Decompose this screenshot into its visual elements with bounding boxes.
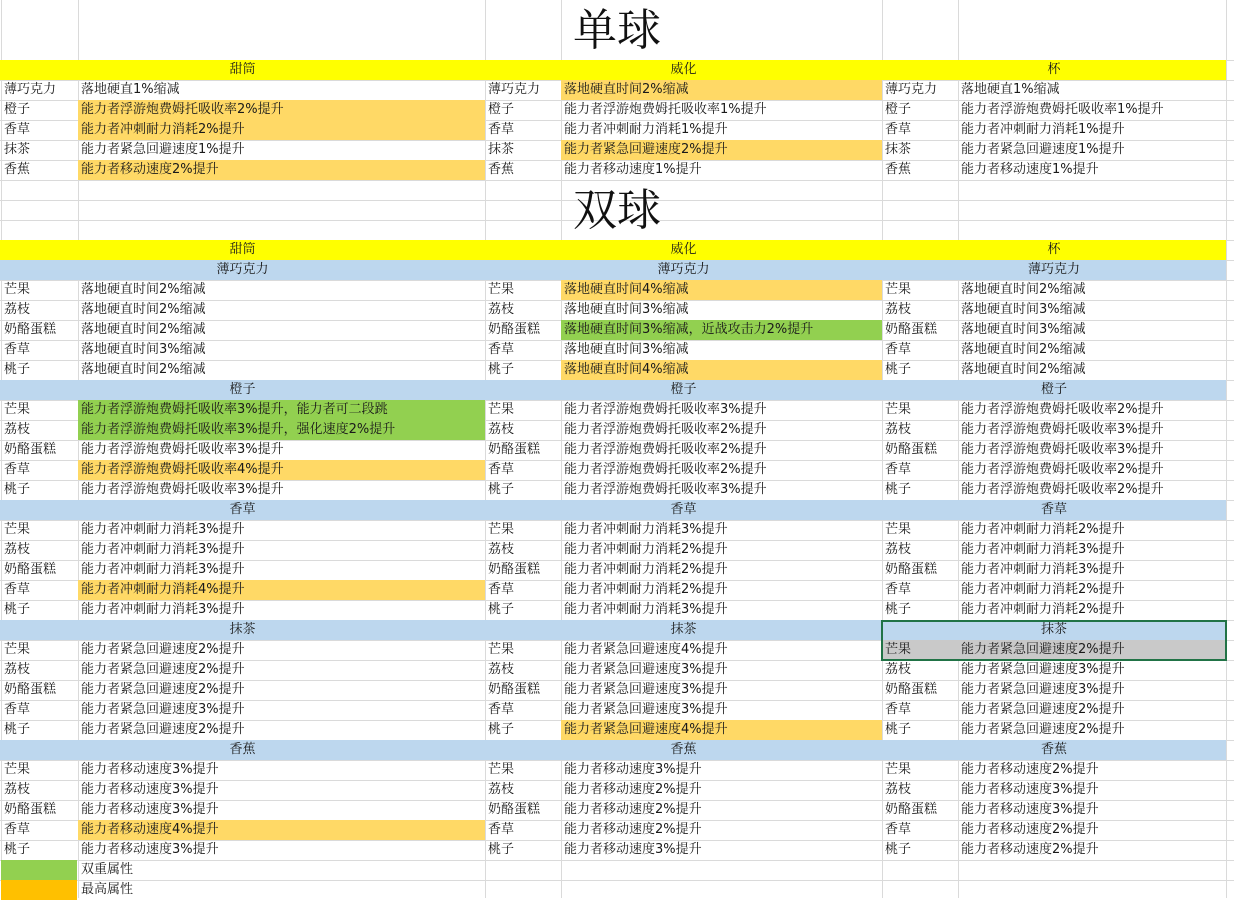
effect-cell[interactable]: 落地硬直时间3%缩减 — [961, 302, 1086, 317]
flavor-cell[interactable]: 芒果 — [488, 642, 515, 657]
effect-cell[interactable]: 能力者冲刺耐力消耗2%提升 — [961, 522, 1125, 537]
effect-cell[interactable]: 能力者浮游炮费姆托吸收率3%提升 — [564, 402, 767, 417]
effect-cell[interactable]: 能力者移动速度3%提升 — [81, 842, 219, 857]
effect-cell[interactable]: 能力者冲刺耐力消耗2%提升 — [564, 562, 728, 577]
flavor-cell[interactable]: 抹茶 — [488, 142, 515, 157]
effect-cell[interactable]: 能力者紧急回避速度1%提升 — [81, 142, 245, 157]
flavor-subheader-2[interactable]: 抹茶 — [1040, 622, 1067, 637]
flavor-cell[interactable]: 芒果 — [4, 282, 31, 297]
flavor-cell[interactable]: 桃子 — [885, 362, 912, 377]
flavor-cell[interactable]: 桃子 — [488, 482, 515, 497]
legend-swatch — [1, 880, 77, 900]
effect-cell[interactable]: 能力者紧急回避速度2%提升 — [81, 662, 245, 677]
flavor-cell[interactable]: 桃子 — [885, 842, 912, 857]
effect-cell[interactable]: 能力者浮游炮费姆托吸收率2%提升 — [564, 462, 767, 477]
cone-header-1[interactable]: 威化 — [670, 62, 697, 77]
flavor-subheader-1[interactable]: 香蕉 — [670, 742, 697, 757]
effect-cell[interactable]: 能力者冲刺耐力消耗3%提升 — [961, 562, 1125, 577]
flavor-cell[interactable]: 荔枝 — [885, 302, 912, 317]
flavor-cell[interactable]: 桃子 — [4, 842, 31, 857]
effect-cell[interactable]: 能力者冲刺耐力消耗2%提升 — [961, 582, 1125, 597]
effect-cell[interactable]: 能力者浮游炮费姆托吸收率3%提升 — [564, 482, 767, 497]
effect-cell[interactable]: 能力者浮游炮费姆托吸收率3%提升 — [81, 442, 284, 457]
effect-cell[interactable]: 能力者移动速度3%提升 — [81, 762, 219, 777]
effect-cell[interactable]: 落地硬直时间2%缩减 — [81, 322, 206, 337]
flavor-subheader-2[interactable]: 香蕉 — [1040, 742, 1067, 757]
flavor-cell[interactable]: 香草 — [4, 122, 31, 137]
flavor-subheader-2[interactable]: 橙子 — [1040, 382, 1067, 397]
flavor-cell[interactable]: 香草 — [885, 122, 912, 137]
flavor-cell[interactable]: 芒果 — [4, 402, 31, 417]
flavor-cell[interactable]: 荔枝 — [4, 422, 31, 437]
flavor-cell[interactable]: 芒果 — [488, 282, 515, 297]
cone-header-0[interactable]: 甜筒 — [229, 62, 256, 77]
effect-cell[interactable]: 能力者紧急回避速度2%提升 — [81, 722, 245, 737]
effect-cell[interactable]: 能力者浮游炮费姆托吸收率1%提升 — [564, 102, 767, 117]
flavor-cell[interactable]: 奶酪蛋糕 — [885, 562, 938, 577]
flavor-cell[interactable]: 香草 — [488, 582, 515, 597]
effect-cell[interactable]: 能力者移动速度3%提升 — [564, 842, 702, 857]
effect-cell[interactable]: 落地硬直时间3%缩减 — [564, 302, 689, 317]
flavor-cell[interactable]: 抹茶 — [4, 142, 31, 157]
section-title-double: 双球 — [573, 185, 661, 236]
effect-cell[interactable]: 落地硬直时间3%缩减 — [961, 322, 1086, 337]
flavor-cell[interactable]: 香草 — [488, 822, 515, 837]
effect-cell[interactable]: 落地硬直时间2%缩减 — [961, 282, 1086, 297]
flavor-cell[interactable]: 荔枝 — [488, 542, 515, 557]
flavor-cell[interactable]: 芒果 — [488, 522, 515, 537]
effect-cell[interactable]: 能力者浮游炮费姆托吸收率3%提升 — [961, 422, 1164, 437]
effect-cell[interactable]: 落地硬直时间2%缩减 — [81, 282, 206, 297]
flavor-cell[interactable]: 芒果 — [885, 402, 912, 417]
flavor-cell[interactable]: 香草 — [4, 822, 31, 837]
effect-cell[interactable]: 能力者冲刺耐力消耗3%提升 — [564, 602, 728, 617]
flavor-subheader-0[interactable]: 橙子 — [229, 382, 256, 397]
flavor-cell[interactable]: 桃子 — [488, 842, 515, 857]
flavor-cell[interactable]: 香草 — [488, 342, 515, 357]
effect-cell[interactable]: 能力者冲刺耐力消耗3%提升 — [81, 522, 245, 537]
flavor-cell[interactable]: 香蕉 — [885, 162, 912, 177]
flavor-cell[interactable]: 荔枝 — [4, 302, 31, 317]
effect-cell[interactable]: 能力者紧急回避速度2%提升 — [958, 640, 1226, 660]
flavor-cell[interactable]: 香草 — [885, 582, 912, 597]
effect-cell[interactable]: 能力者浮游炮费姆托吸收率3%提升，能力者可二段跳 — [78, 400, 485, 420]
flavor-cell[interactable]: 荔枝 — [488, 782, 515, 797]
cone-header-1[interactable]: 威化 — [670, 242, 697, 257]
flavor-cell[interactable]: 芒果 — [885, 522, 912, 537]
effect-cell[interactable]: 能力者移动速度3%提升 — [961, 802, 1099, 817]
effect-cell[interactable]: 能力者紧急回避速度2%提升 — [81, 682, 245, 697]
flavor-cell[interactable]: 薄巧克力 — [488, 82, 541, 97]
flavor-cell[interactable]: 奶酪蛋糕 — [885, 322, 938, 337]
effect-cell[interactable]: 能力者紧急回避速度3%提升 — [961, 662, 1125, 677]
flavor-cell[interactable]: 桃子 — [4, 362, 31, 377]
effect-cell[interactable]: 能力者浮游炮费姆托吸收率2%提升 — [961, 482, 1164, 497]
effect-cell[interactable]: 能力者移动速度2%提升 — [961, 842, 1099, 857]
cone-header-2[interactable]: 杯 — [1047, 62, 1061, 77]
flavor-subheader-0[interactable]: 薄巧克力 — [216, 262, 269, 277]
flavor-cell[interactable]: 荔枝 — [885, 662, 912, 677]
legend-label[interactable]: 最高属性 — [81, 882, 134, 897]
flavor-cell[interactable]: 荔枝 — [488, 422, 515, 437]
flavor-cell[interactable]: 桃子 — [488, 722, 515, 737]
flavor-cell[interactable]: 荔枝 — [488, 302, 515, 317]
effect-cell[interactable]: 落地硬直时间3%缩减 — [564, 342, 689, 357]
flavor-cell[interactable]: 芒果 — [885, 762, 912, 777]
effect-cell[interactable]: 能力者移动速度2%提升 — [961, 822, 1099, 837]
effect-cell[interactable]: 能力者紧急回避速度2%提升 — [561, 140, 882, 160]
effect-cell[interactable]: 能力者冲刺耐力消耗1%提升 — [961, 122, 1125, 137]
flavor-cell[interactable]: 桃子 — [488, 602, 515, 617]
flavor-cell[interactable]: 薄巧克力 — [885, 82, 938, 97]
effect-cell[interactable]: 能力者紧急回避速度3%提升 — [564, 662, 728, 677]
flavor-cell[interactable]: 香草 — [885, 702, 912, 717]
flavor-cell[interactable]: 桃子 — [4, 602, 31, 617]
flavor-subheader-0[interactable]: 香蕉 — [229, 742, 256, 757]
effect-cell[interactable]: 能力者冲刺耐力消耗3%提升 — [81, 602, 245, 617]
flavor-cell[interactable]: 奶酪蛋糕 — [488, 802, 541, 817]
effect-cell[interactable]: 能力者紧急回避速度3%提升 — [564, 702, 728, 717]
flavor-cell[interactable]: 奶酪蛋糕 — [488, 562, 541, 577]
flavor-cell[interactable]: 芒果 — [488, 402, 515, 417]
flavor-cell[interactable]: 香草 — [885, 822, 912, 837]
effect-cell[interactable]: 能力者浮游炮费姆托吸收率2%提升 — [961, 402, 1164, 417]
effect-cell[interactable]: 能力者冲刺耐力消耗3%提升 — [81, 562, 245, 577]
flavor-cell[interactable]: 奶酪蛋糕 — [4, 442, 57, 457]
effect-cell[interactable]: 能力者浮游炮费姆托吸收率2%提升 — [78, 100, 485, 120]
flavor-cell[interactable]: 香草 — [4, 702, 31, 717]
flavor-cell[interactable]: 薄巧克力 — [4, 82, 57, 97]
effect-cell[interactable]: 能力者浮游炮费姆托吸收率3%提升，强化速度2%提升 — [78, 420, 485, 440]
effect-cell[interactable]: 能力者移动速度3%提升 — [81, 782, 219, 797]
effect-cell[interactable]: 落地硬直时间2%缩减 — [81, 302, 206, 317]
flavor-cell[interactable]: 香草 — [885, 342, 912, 357]
section-title-single: 单球 — [573, 5, 661, 56]
flavor-cell[interactable]: 橙子 — [488, 102, 515, 117]
effect-cell[interactable]: 能力者浮游炮费姆托吸收率2%提升 — [564, 422, 767, 437]
effect-cell[interactable]: 能力者紧急回避速度2%提升 — [81, 642, 245, 657]
effect-cell[interactable]: 能力者移动速度2%提升 — [564, 782, 702, 797]
effect-cell[interactable]: 落地硬直时间4%缩减 — [561, 360, 882, 380]
effect-cell[interactable]: 能力者冲刺耐力消耗2%提升 — [961, 602, 1125, 617]
flavor-cell[interactable]: 奶酪蛋糕 — [885, 802, 938, 817]
effect-cell[interactable]: 能力者浮游炮费姆托吸收率1%提升 — [961, 102, 1164, 117]
effect-cell[interactable]: 能力者移动速度3%提升 — [961, 782, 1099, 797]
flavor-cell[interactable]: 香草 — [4, 342, 31, 357]
effect-cell[interactable]: 落地硬直时间3%缩减，近战攻击力2%提升 — [561, 320, 882, 340]
effect-cell[interactable]: 能力者紧急回避速度4%提升 — [564, 642, 728, 657]
flavor-cell[interactable]: 香草 — [4, 462, 31, 477]
flavor-subheader-0[interactable]: 抹茶 — [229, 622, 256, 637]
flavor-cell[interactable]: 荔枝 — [885, 782, 912, 797]
effect-cell[interactable]: 能力者冲刺耐力消耗3%提升 — [961, 542, 1125, 557]
flavor-cell[interactable]: 奶酪蛋糕 — [4, 682, 57, 697]
flavor-cell[interactable]: 桃子 — [4, 482, 31, 497]
effect-cell[interactable]: 能力者浮游炮费姆托吸收率2%提升 — [961, 462, 1164, 477]
flavor-cell[interactable]: 香草 — [4, 582, 31, 597]
effect-cell[interactable]: 能力者移动速度2%提升 — [564, 822, 702, 837]
effect-cell[interactable]: 能力者冲刺耐力消耗2%提升 — [564, 542, 728, 557]
effect-cell[interactable]: 能力者紧急回避速度2%提升 — [961, 722, 1125, 737]
flavor-cell[interactable]: 香草 — [488, 702, 515, 717]
flavor-subheader-0[interactable]: 香草 — [229, 502, 256, 517]
flavor-cell[interactable]: 奶酪蛋糕 — [4, 802, 57, 817]
flavor-subheader-1[interactable]: 薄巧克力 — [657, 262, 710, 277]
flavor-subheader-2[interactable]: 薄巧克力 — [1027, 262, 1080, 277]
legend-swatch — [1, 860, 77, 880]
gridline-h — [0, 180, 1234, 181]
flavor-cell[interactable]: 桃子 — [885, 722, 912, 737]
effect-cell[interactable]: 能力者紧急回避速度4%提升 — [561, 720, 882, 740]
effect-cell[interactable]: 能力者冲刺耐力消耗3%提升 — [81, 542, 245, 557]
flavor-cell[interactable]: 香草 — [885, 462, 912, 477]
flavor-cell[interactable]: 奶酪蛋糕 — [488, 682, 541, 697]
effect-cell[interactable]: 落地硬直1%缩减 — [961, 82, 1060, 97]
effect-cell[interactable]: 能力者浮游炮费姆托吸收率2%提升 — [564, 442, 767, 457]
flavor-cell[interactable]: 奶酪蛋糕 — [4, 322, 57, 337]
legend-label[interactable]: 双重属性 — [81, 862, 134, 877]
effect-cell[interactable]: 能力者浮游炮费姆托吸收率3%提升 — [81, 482, 284, 497]
flavor-cell[interactable]: 芒果 — [885, 282, 912, 297]
effect-cell[interactable]: 能力者冲刺耐力消耗2%提升 — [564, 582, 728, 597]
flavor-cell[interactable]: 芒果 — [4, 642, 31, 657]
cone-header-2[interactable]: 杯 — [1047, 242, 1061, 257]
flavor-cell[interactable]: 芒果 — [882, 640, 958, 660]
flavor-cell[interactable]: 荔枝 — [885, 542, 912, 557]
flavor-cell[interactable]: 奶酪蛋糕 — [488, 442, 541, 457]
flavor-cell[interactable]: 芒果 — [4, 762, 31, 777]
flavor-cell[interactable]: 奶酪蛋糕 — [885, 682, 938, 697]
effect-cell[interactable]: 落地硬直1%缩减 — [81, 82, 180, 97]
flavor-cell[interactable]: 荔枝 — [488, 662, 515, 677]
flavor-cell[interactable]: 桃子 — [885, 482, 912, 497]
flavor-subheader-2[interactable]: 香草 — [1040, 502, 1067, 517]
flavor-subheader-1[interactable]: 香草 — [670, 502, 697, 517]
effect-cell[interactable]: 落地硬直时间2%缩减 — [81, 362, 206, 377]
effect-cell[interactable]: 能力者冲刺耐力消耗1%提升 — [564, 122, 728, 137]
flavor-cell[interactable]: 抹茶 — [885, 142, 912, 157]
flavor-cell[interactable]: 荔枝 — [4, 542, 31, 557]
effect-cell[interactable]: 落地硬直时间4%缩减 — [561, 280, 882, 300]
effect-cell[interactable]: 能力者移动速度2%提升 — [564, 802, 702, 817]
effect-cell[interactable]: 能力者冲刺耐力消耗4%提升 — [78, 580, 485, 600]
effect-cell[interactable]: 能力者冲刺耐力消耗2%提升 — [78, 120, 485, 140]
flavor-cell[interactable]: 奶酪蛋糕 — [4, 562, 57, 577]
effect-cell[interactable]: 能力者移动速度1%提升 — [961, 162, 1099, 177]
effect-cell[interactable]: 能力者移动速度4%提升 — [78, 820, 485, 840]
effect-cell[interactable]: 能力者紧急回避速度2%提升 — [961, 702, 1125, 717]
flavor-cell[interactable]: 香蕉 — [488, 162, 515, 177]
flavor-cell[interactable]: 香草 — [488, 122, 515, 137]
effect-cell[interactable]: 能力者浮游炮费姆托吸收率3%提升 — [961, 442, 1164, 457]
effect-cell[interactable]: 能力者紧急回避速度3%提升 — [961, 682, 1125, 697]
flavor-subheader-1[interactable]: 抹茶 — [670, 622, 697, 637]
flavor-cell[interactable]: 香蕉 — [4, 162, 31, 177]
effect-cell[interactable]: 能力者冲刺耐力消耗3%提升 — [564, 522, 728, 537]
effect-cell[interactable]: 能力者移动速度3%提升 — [564, 762, 702, 777]
effect-cell[interactable]: 能力者移动速度2%提升 — [78, 160, 485, 180]
effect-cell[interactable]: 能力者紧急回避速度1%提升 — [961, 142, 1125, 157]
effect-cell[interactable]: 能力者紧急回避速度3%提升 — [564, 682, 728, 697]
effect-cell[interactable]: 落地硬直时间2%缩减 — [561, 80, 882, 100]
gridline-v — [1226, 0, 1227, 898]
flavor-cell[interactable]: 奶酪蛋糕 — [885, 442, 938, 457]
flavor-cell[interactable]: 荔枝 — [4, 662, 31, 677]
effect-cell[interactable]: 能力者紧急回避速度3%提升 — [81, 702, 245, 717]
flavor-cell[interactable]: 芒果 — [4, 522, 31, 537]
effect-cell[interactable]: 能力者浮游炮费姆托吸收率4%提升 — [78, 460, 485, 480]
flavor-cell[interactable]: 芒果 — [488, 762, 515, 777]
flavor-cell[interactable]: 桃子 — [885, 602, 912, 617]
effect-cell[interactable]: 落地硬直时间2%缩减 — [961, 362, 1086, 377]
effect-cell[interactable]: 落地硬直时间3%缩减 — [81, 342, 206, 357]
flavor-cell[interactable]: 桃子 — [4, 722, 31, 737]
cone-header-0[interactable]: 甜筒 — [229, 242, 256, 257]
flavor-cell[interactable]: 荔枝 — [885, 422, 912, 437]
flavor-cell[interactable]: 橙子 — [885, 102, 912, 117]
flavor-cell[interactable]: 桃子 — [488, 362, 515, 377]
effect-cell[interactable]: 能力者移动速度3%提升 — [81, 802, 219, 817]
flavor-cell[interactable]: 奶酪蛋糕 — [488, 322, 541, 337]
effect-cell[interactable]: 能力者移动速度2%提升 — [961, 762, 1099, 777]
flavor-subheader-1[interactable]: 橙子 — [670, 382, 697, 397]
effect-cell[interactable]: 落地硬直时间2%缩减 — [961, 342, 1086, 357]
flavor-cell[interactable]: 橙子 — [4, 102, 31, 117]
flavor-cell[interactable]: 香草 — [488, 462, 515, 477]
effect-cell[interactable]: 能力者移动速度1%提升 — [564, 162, 702, 177]
flavor-cell[interactable]: 荔枝 — [4, 782, 31, 797]
